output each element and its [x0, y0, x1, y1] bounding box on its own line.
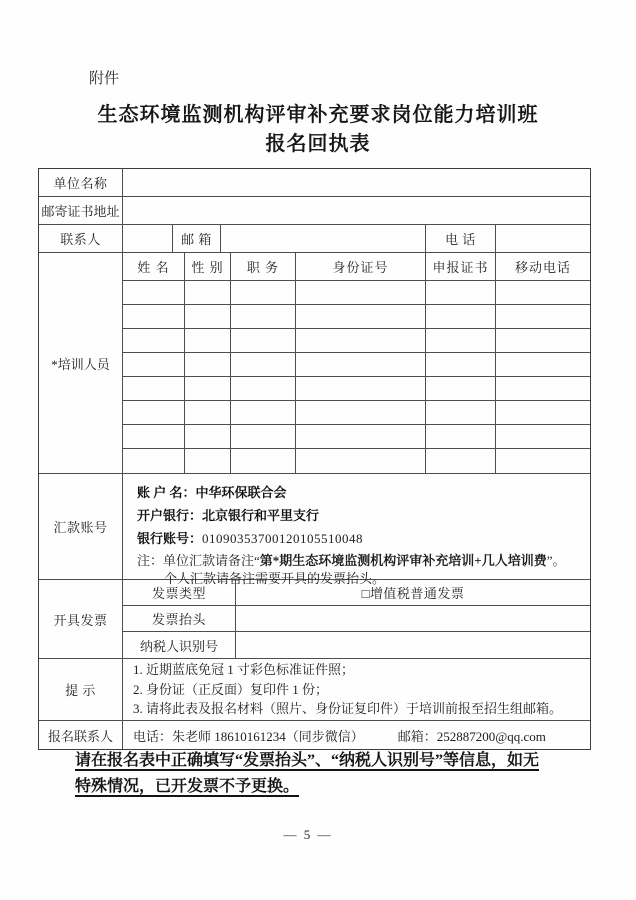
- trainee-cell: [296, 281, 426, 304]
- mailing-address-label: 邮寄证书地址: [39, 197, 123, 224]
- page-number: — 5 —: [283, 827, 333, 842]
- row-contact: [39, 225, 590, 253]
- invoice-type-row: [123, 580, 590, 606]
- trainees-header-row: [123, 253, 590, 281]
- trainee-cell: [231, 305, 296, 328]
- trainee-cell: [185, 425, 231, 448]
- invoice-taxid-row: [123, 632, 590, 658]
- invoice-taxid-value-cell: [236, 632, 590, 658]
- trainee-row: [123, 329, 590, 353]
- trainee-cell: [231, 329, 296, 352]
- trainee-cell: [426, 425, 496, 448]
- account-no-value: 01090353700120105510048: [202, 531, 364, 546]
- account-name-label: 账 户 名：: [137, 485, 196, 500]
- trainee-cell: [185, 449, 231, 473]
- trainee-cell: [426, 353, 496, 376]
- trainee-empty-rows: [123, 281, 590, 473]
- trainees-label: *培训人员: [39, 253, 123, 473]
- bank-label: 开户银行：: [137, 508, 203, 523]
- trainee-cell: [231, 377, 296, 400]
- trainee-row: [123, 449, 590, 473]
- trainee-cell: [123, 401, 185, 424]
- page-title-line1: 生态环境监测机构评审补充要求岗位能力培训班: [97, 104, 539, 126]
- note-prefix: 注：单位汇款请备注“: [137, 553, 260, 568]
- trainee-cell: [496, 305, 590, 328]
- footer-note-line2: 特殊情况，已开发票不予更换。: [75, 778, 300, 795]
- trainees-section: [39, 253, 590, 474]
- remittance-account-name: [137, 481, 584, 504]
- trainee-row: [123, 401, 590, 425]
- registration-contact-label: 报名联系人: [39, 721, 123, 749]
- trainee-cell: [123, 353, 185, 376]
- remittance-note: [137, 552, 584, 570]
- row-mailing-address: [39, 197, 590, 225]
- contact-label: 联系人: [39, 225, 123, 252]
- invoice-title-row: [123, 606, 590, 632]
- trainee-row: [123, 353, 590, 377]
- trainee-cell: [123, 281, 185, 304]
- trainee-cell: [185, 329, 231, 352]
- note-bold: 第*期生态环境监测机构评审补充培训+几人培训费: [259, 553, 547, 568]
- remittance-label: 汇款账号: [39, 474, 123, 579]
- trainee-cell: [185, 353, 231, 376]
- tips-label: 提 示: [39, 659, 123, 720]
- trainee-cell: [231, 281, 296, 304]
- trainee-cell: [426, 401, 496, 424]
- trainee-cell: [426, 305, 496, 328]
- unit-name-label: 单位名称: [39, 169, 123, 196]
- registration-contact-email: 邮箱：252887200@qq.com: [397, 728, 546, 744]
- col-header-certificate: 申报证书: [426, 253, 496, 280]
- footer-note: [75, 748, 575, 800]
- contact-value-cell: [123, 225, 173, 252]
- invoice-title-value-cell: [236, 606, 590, 631]
- trainee-cell: [123, 329, 185, 352]
- remittance-section: [39, 474, 590, 586]
- unit-name-value-cell: [123, 169, 590, 196]
- contact-phone-value-cell: [496, 225, 590, 252]
- invoice-grid: [123, 580, 590, 658]
- trainee-cell: [496, 425, 590, 448]
- trainee-row: [123, 425, 590, 449]
- row-unit-name: [39, 169, 590, 197]
- contact-email-label: 邮 箱: [173, 225, 221, 252]
- page-title: [0, 101, 636, 159]
- trainee-cell: [426, 449, 496, 473]
- trainee-row: [123, 281, 590, 305]
- trainee-row: [123, 305, 590, 329]
- trainees-grid: [123, 253, 590, 473]
- tips-item-2: 2. 身份证（正反面）复印件 1 份；: [133, 681, 329, 697]
- trainee-cell: [185, 377, 231, 400]
- invoice-type-label: 发票类型: [123, 580, 236, 605]
- trainee-cell: [426, 377, 496, 400]
- contact-phone-label: 电 话: [426, 225, 496, 252]
- trainee-cell: [123, 425, 185, 448]
- trainee-cell: [231, 401, 296, 424]
- trainee-cell: [296, 425, 426, 448]
- mailing-address-value-cell: [123, 197, 590, 224]
- col-header-name: 姓 名: [123, 253, 185, 280]
- invoice-section: [39, 580, 590, 659]
- col-header-mobile: 移动电话: [514, 260, 571, 275]
- registration-contact-section: [39, 721, 590, 749]
- trainee-cell: [123, 377, 185, 400]
- trainee-cell: [123, 305, 185, 328]
- trainee-row: [123, 377, 590, 401]
- trainee-cell: [231, 425, 296, 448]
- invoice-type-value: □增值税普通发票: [361, 586, 465, 601]
- page-title-line2: 报名回执表: [265, 133, 371, 155]
- contact-email-value-cell: [221, 225, 426, 252]
- trainee-cell: [496, 281, 590, 304]
- trainee-cell: [185, 281, 231, 304]
- trainee-cell: [496, 329, 590, 352]
- col-header-gender: 性 别: [185, 253, 231, 280]
- trainee-cell: [296, 401, 426, 424]
- account-no-label: 银行账号：: [137, 531, 203, 546]
- registration-contact-content: [123, 721, 590, 749]
- tips-item-1: 1. 近期蓝底免冠 1 寸彩色标准证件照；: [133, 662, 355, 678]
- tips-content: [123, 659, 590, 720]
- trainee-cell: [231, 449, 296, 473]
- col-header-id-number: 身份证号: [296, 253, 426, 280]
- remittance-bank: [137, 504, 584, 527]
- trainee-cell: [496, 353, 590, 376]
- attachment-label: 附件: [89, 71, 120, 87]
- invoice-label: 开具发票: [39, 580, 123, 658]
- invoice-taxid-label: 纳税人识别号: [123, 632, 236, 658]
- trainee-cell: [496, 449, 590, 473]
- account-name-value: 中华环保联合会: [195, 485, 287, 500]
- invoice-title-label: 发票抬头: [123, 606, 236, 631]
- note-suffix: ”。: [546, 553, 566, 568]
- col-header-position: 职 务: [231, 253, 296, 280]
- trainee-cell: [296, 353, 426, 376]
- tips-section: [39, 659, 590, 721]
- remittance-account-no: [137, 527, 584, 550]
- footer-note-line1: 请在报名表中正确填写“发票抬头”、“纳税人识别号”等信息，如无: [75, 752, 540, 769]
- registration-contact-phone: 电话：朱老师 18610161234（同步微信）: [133, 728, 364, 744]
- remittance-note-line2: 个人汇款请备注需要开具的发票抬头。: [164, 571, 386, 586]
- registration-form-table: [38, 168, 591, 750]
- trainee-cell: [296, 449, 426, 473]
- trainee-cell: [426, 329, 496, 352]
- trainee-cell: [185, 401, 231, 424]
- trainee-cell: [231, 353, 296, 376]
- trainee-cell: [426, 281, 496, 304]
- trainee-cell: [496, 377, 590, 400]
- trainee-cell: [296, 305, 426, 328]
- trainee-cell: [296, 329, 426, 352]
- trainee-cell: [185, 305, 231, 328]
- trainee-cell: [496, 401, 590, 424]
- trainee-cell: [296, 377, 426, 400]
- tips-item-3: 3. 请将此表及报名材料（照片、身份证复印件）于培训前报至招生组邮箱。: [133, 701, 563, 717]
- trainee-cell: [123, 449, 185, 473]
- remittance-content: [123, 474, 590, 586]
- bank-value: 北京银行和平里支行: [202, 508, 320, 523]
